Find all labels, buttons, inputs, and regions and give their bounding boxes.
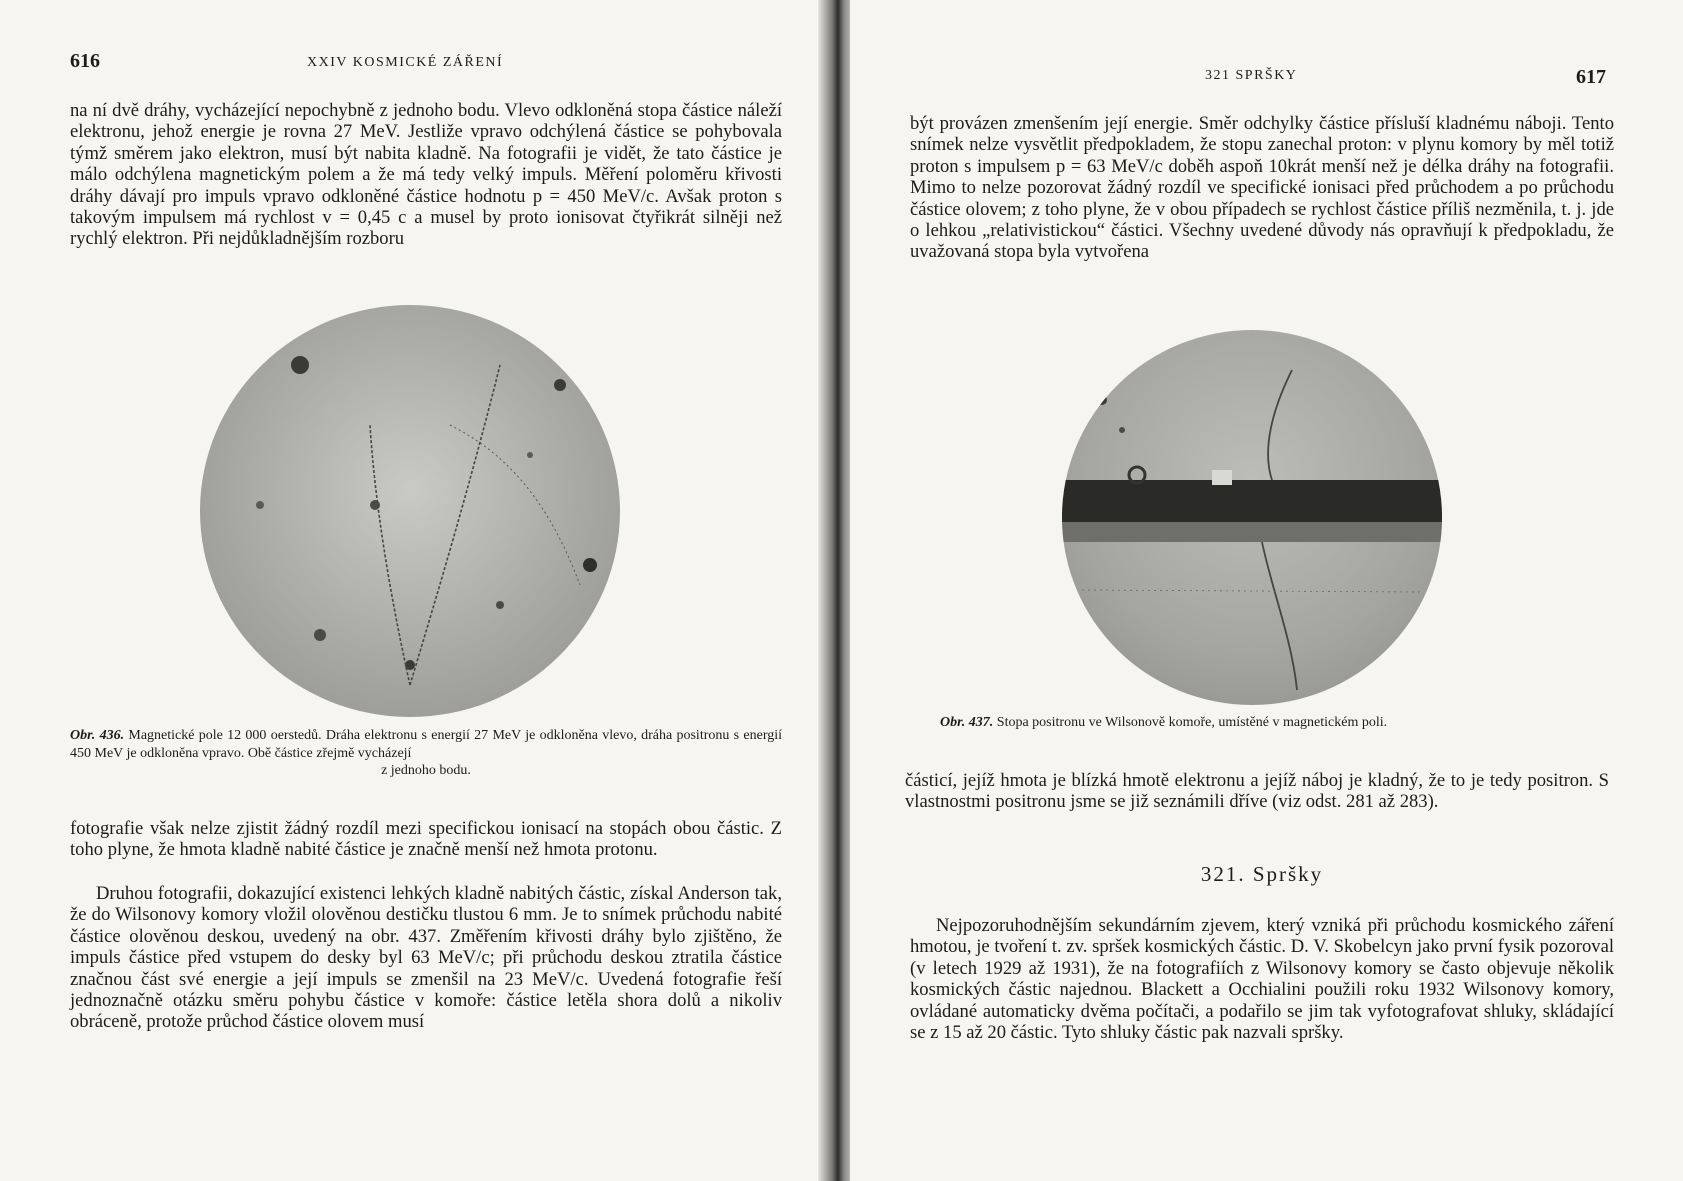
figure-437-caption-text: Stopa positronu ve Wilsonově komoře, umístěné v magnetickém poli. [996, 715, 1388, 730]
left-paragraph-2: Druhou fotografii, dokazující existenci lehkých kladně nabitých částic, získal Anderson tak, že do Wilsonovy komory vložil olověnou destičku tlustou 6 mm. Je to snímek průchodu nabité částice olověnou deskou, uvedený na obr. 437. Změřením křivosti dráhy bylo zjištěno, že impuls částice před vstupem do desky byl 63 MeV/c; při průchodu deskou ztratila částice značnou část své energie a její impuls se zmenšil na 23 MeV/c. Uvedená fotografie řeší jednoznačně otázku směru pohybu částice v komoře: částice letěla shora dolů a nikoliv obráceně, protože průchod částice olovem musí [70, 883, 782, 1033]
figure-436-tracks [200, 305, 620, 717]
left-paragraph-1: fotografie však nelze zjistit žádný rozdíl mezi specifickou ionisací na stopách obou částic. Z toho plyne, že hmota kladně nabité částice je značně menší než hmota protonu. [70, 818, 782, 861]
right-page [850, 0, 1683, 1181]
right-paragraph-1: částicí, jejíž hmota je blízká hmotě elektronu a jejíž náboj je kladný, že to je tedy positron. S vlastnostmi positronu jsme se již seznámili dříve (viz odst. 281 až 283). [905, 770, 1609, 813]
right-page-number: 617 [1576, 66, 1606, 88]
left-page [0, 0, 828, 1181]
left-paragraph-top: na ní dvě dráhy, vycházející nepochybně z jednoho bodu. Vlevo odkloněná stopa částice náleží elektronu, jehož energie je rovna 27 MeV. Jestliže vpravo odchýlená částice se pohybovala týmž směrem jako elektron, musí být nabita kladně. Na fotografii je vidět, že tato částice je málo odchýlena magnetickým polem a že má tedy velký impuls. Měření poloměru křivosti dráhy dávají pro impuls vpravo odkloněné částice hodnotu p = 450 MeV/c. Avšak proton s takovým impulsem má rychlost v = 0,45 c a musel by proto ionisovat čtyřikrát silněji než rychlý elektron. Při nejdůkladnějším rozboru [70, 100, 782, 250]
figure-436-caption [70, 727, 782, 780]
figure-436-caption-last: z jednoho bodu. [381, 763, 471, 778]
figure-436-label: Obr. 436. [70, 728, 125, 743]
figure-437-tracks [1062, 330, 1442, 705]
figure-436-caption-text: Magnetické pole 12 000 oerstedů. Dráha elektronu s energií 27 MeV je odkloněna vlevo, dráha positronu s energií 450 MeV je odkloněna vpravo. Obě částice zřejmě vycházejí [70, 728, 783, 761]
figure-437-label: Obr. 437. [940, 715, 994, 730]
left-running-head: XXIV KOSMICKÉ ZÁŘENÍ [307, 55, 504, 70]
figure-436-cloud-chamber-photo [200, 305, 620, 717]
right-paragraph-top: být provázen zmenšením její energie. Směr odchylky částice přísluší kladnému náboji. Tento snímek nelze vysvětlit předpokladem, že stopu zanechal proton: v plynu komory by měl totiž proton s impulsem p = 63 MeV/c doběh aspoň 10krát menší než je délka dráhy na fotografii. Mimo to nelze pozorovat žádný rozdíl ve specifické ionisaci před průchodem a po průchodu částice olovem; z toho plyne, že v obou případech se rychlost částice příliš nezměnila, t. j. jde o lehkou „relativistickou“ částici. Všechny uvedené důvody nás opravňují k předpokladu, že uvažovaná stopa byla vytvořena [910, 113, 1614, 263]
right-running-head: 321 SPRŠKY [1205, 68, 1298, 83]
figure-437-cloud-chamber-photo [1062, 330, 1442, 705]
figure-437-caption [940, 714, 1620, 732]
section-title: 321. Spršky [1200, 862, 1324, 886]
left-page-number: 616 [70, 50, 100, 72]
right-paragraph-2: Nejpozoruhodnějším sekundárním zjevem, který vzniká při průchodu kosmického záření hmotou, je tvoření t. zv. spršek kosmických částic. D. V. Skobelcyn jako první fysik pozoroval (v letech 1929 až 1931), že na fotografiích z Wilsonovy komory se často objevuje několik kosmických částic najednou. Blackett a Occhialini použili roku 1932 Wilsonovy komory, ovládané automaticky dvěma počítači, a podařilo se jim tak vyfotografovat shluky, skládající se z 15 až 20 částic. Tyto shluky částic pak nazvali spršky. [910, 915, 1614, 1044]
